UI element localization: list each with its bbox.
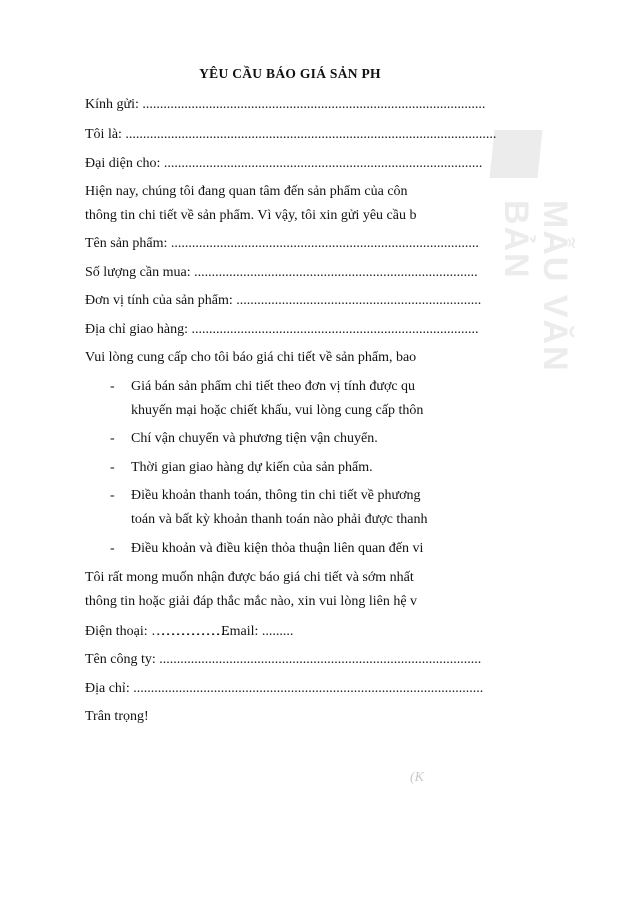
- bullet-4-line-2: toán và bất kỳ khoản thanh toán nào phải được thanh: [131, 512, 428, 527]
- field-ten-cong-ty: Tên công ty: ............................................................................................: [85, 652, 482, 667]
- field-dia-chi-giao-hang: Địa chỉ giao hàng: ..................................................................................: [85, 322, 479, 337]
- bullet-1-line-1: Giá bán sản phẩm chi tiết theo đơn vị tính được qu: [131, 379, 416, 394]
- field-so-luong: Số lượng cần mua: .................................................................................: [85, 265, 478, 280]
- watermark-text: MẪU VĂN BẢN: [497, 200, 574, 373]
- request-line: Vui lòng cung cấp cho tôi báo giá chi tiết về sản phẩm, bao: [85, 350, 417, 365]
- bullet-1-line-2: khuyến mại hoặc chiết khấu, vui lòng cung cấp thôn: [131, 403, 424, 418]
- field-ten-san-pham: Tên sản phẩm: ........................................................................................: [85, 236, 479, 251]
- field-dien-thoai-email: Điện thoại: ……………………………………Email: .........: [85, 624, 294, 639]
- bullet-mark: -: [110, 431, 115, 446]
- field-dai-dien: Đại diện cho: ...........................................................................................: [85, 156, 483, 171]
- bullet-4-line-1: Điều khoản thanh toán, thông tin chi tiết về phương: [131, 488, 421, 503]
- bullet-3: Thời gian giao hàng dự kiến của sản phẩm.: [131, 460, 373, 475]
- field-dia-chi: Địa chỉ: ....................................................................................................: [85, 681, 484, 696]
- signature-hint: (K: [410, 770, 424, 785]
- watermark-logo-icon: [489, 130, 542, 178]
- bullet-5: Điều khoản và điều kiện thỏa thuận liên quan đến vi: [131, 541, 424, 556]
- field-kinh-gui: Kính gửi: ..................................................................................................: [85, 97, 486, 112]
- regards: Trân trọng!: [85, 709, 149, 724]
- bullet-mark: -: [110, 379, 115, 394]
- bullet-2: Chí vận chuyển và phương tiện vận chuyển.: [131, 431, 378, 446]
- closing-line-2: thông tin hoặc giải đáp thắc mắc nào, xin vui lòng liên hệ v: [85, 594, 418, 609]
- document-title: YÊU CẦU BÁO GIÁ SẢN PH: [199, 66, 381, 81]
- bullet-mark: -: [110, 541, 115, 556]
- field-don-vi: Đơn vị tính của sản phẩm: ......................................................................: [85, 293, 482, 308]
- field-toi-la: Tôi là: ..........................................................................................................: [85, 127, 497, 142]
- bullet-mark: -: [110, 488, 115, 503]
- intro-line-2: thông tin chi tiết về sản phẩm. Vì vậy, tôi xin gửi yêu cầu b: [85, 208, 417, 223]
- closing-line-1: Tôi rất mong muốn nhận được báo giá chi tiết và sớm nhất: [85, 570, 414, 585]
- watermark: [488, 130, 574, 440]
- intro-line-1: Hiện nay, chúng tôi đang quan tâm đến sản phẩm của côn: [85, 184, 408, 199]
- bullet-mark: -: [110, 460, 115, 475]
